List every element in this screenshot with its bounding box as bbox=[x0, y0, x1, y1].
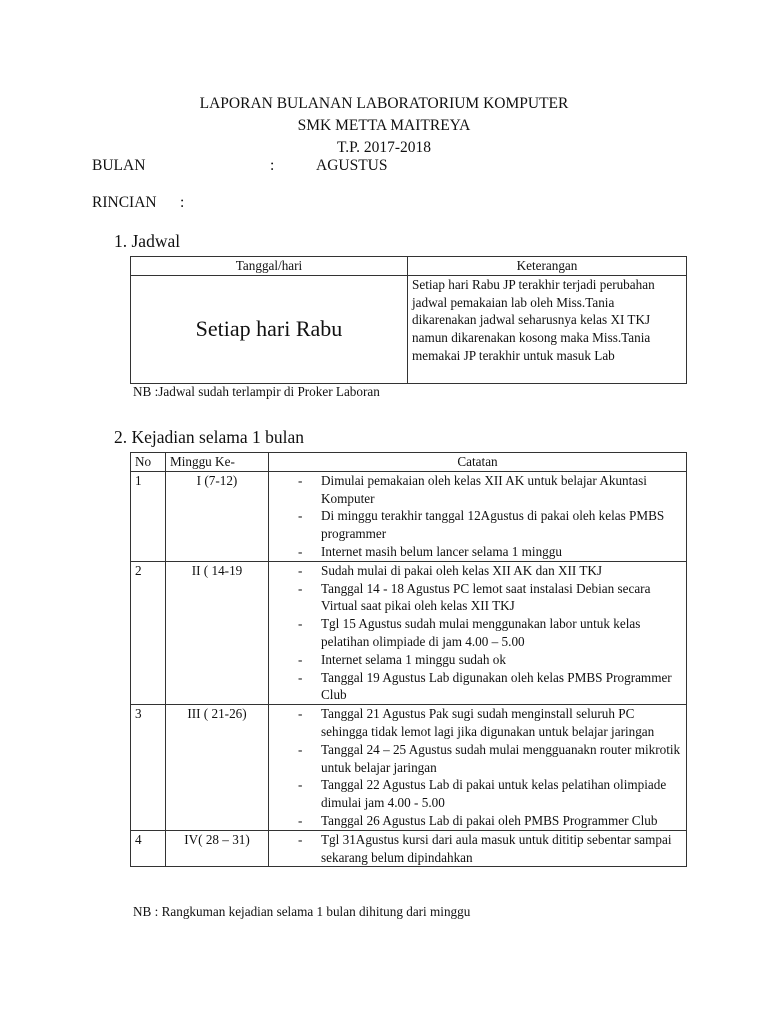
jadwal-header-row bbox=[131, 257, 687, 276]
list-item: - Sudah mulai di pakai oleh kelas XII AK dan XII TKJ bbox=[298, 562, 603, 578]
jadwal-keterangan: Setiap hari Rabu JP terakhir terjadi perubahan jadwal pemakaian lab oleh Miss.Tania dikarenakan jadwal seharusnya kelas XI TKJ namun dikarenakan kosong maka Miss.Tania memakai JP terakhir untuk masuk Lab bbox=[408, 275, 687, 383]
row-minggu: III ( 21-26) bbox=[166, 705, 269, 831]
col-catatan-header: Catatan bbox=[269, 453, 687, 472]
row-minggu: II ( 14-19 bbox=[166, 561, 269, 704]
jadwal-note: NB :Jadwal sudah terlampir di Proker Laboran bbox=[133, 384, 380, 399]
list-item: - Tanggal 26 Agustus Lab di pakai oleh PMBS Programmer Club bbox=[298, 812, 658, 828]
row-notes bbox=[269, 471, 687, 561]
section-kejadian-heading: 2. Kejadian selama 1 bulan bbox=[114, 427, 305, 447]
list-item: - Tanggal 21 Agustus Pak sugi sudah menginstall seluruh PC sehingga tidak lemot lagi jika digunakan untuk belajar jaringan bbox=[298, 706, 655, 739]
col-minggu-header: Minggu Ke- bbox=[166, 453, 269, 472]
row-no: 4 bbox=[131, 830, 166, 867]
list-item: - Tanggal 22 Agustus Lab di pakai untuk kelas pelatihan olimpiade dimulai jam 4.00 - 5.00 bbox=[298, 777, 667, 811]
bulan-value: AGUSTUS bbox=[316, 157, 388, 174]
bulan-label: BULAN bbox=[92, 157, 146, 174]
bulan-colon: : bbox=[270, 157, 275, 174]
row-no: 3 bbox=[131, 705, 166, 831]
table-row bbox=[131, 705, 687, 831]
row-no: 1 bbox=[131, 471, 166, 561]
row-notes bbox=[269, 830, 687, 867]
jadwal-row bbox=[131, 275, 687, 383]
row-notes bbox=[269, 561, 687, 704]
table-row bbox=[131, 471, 687, 561]
jadwal-table bbox=[130, 256, 687, 384]
school-name: SMK METTA MAITREYA bbox=[297, 117, 471, 134]
list-item: - Tanggal 24 – 25 Agustus sudah mulai mengguanakn router mikrotik untuk belajar jaringan bbox=[298, 741, 681, 775]
col-no-header: No bbox=[131, 453, 166, 472]
rincian-label: RINCIAN bbox=[92, 194, 157, 211]
list-item: - Tanggal 19 Agustus Lab digunakan oleh kelas PMBS Programmer Club bbox=[298, 669, 672, 703]
jadwal-day: Setiap hari Rabu bbox=[131, 275, 408, 383]
table-row bbox=[131, 830, 687, 867]
col-tanggal-header: Tanggal/hari bbox=[131, 257, 408, 276]
list-item: - Internet selama 1 minggu sudah ok bbox=[298, 651, 506, 667]
report-title: LAPORAN BULANAN LABORATORIUM KOMPUTER bbox=[199, 95, 569, 112]
kejadian-table bbox=[130, 452, 687, 867]
list-item: - Tanggal 14 - 18 Agustus PC lemot saat instalasi Debian secara Virtual saat pikai oleh kelas XII TKJ bbox=[298, 580, 651, 614]
school-year: T.P. 2017-2018 bbox=[336, 139, 431, 156]
rincian-colon: : bbox=[180, 194, 185, 211]
list-item: - Tgl 31Agustus kursi dari aula masuk untuk dititip sebentar sampai sekarang belum dipindahkan bbox=[298, 831, 672, 865]
section-jadwal-heading: 1. Jadwal bbox=[114, 231, 181, 251]
list-item: - Dimulai pemakaian oleh kelas XII AK untuk belajar Akuntasi Komputer bbox=[298, 472, 647, 506]
kejadian-note: NB : Rangkuman kejadian selama 1 bulan dihitung dari minggu bbox=[133, 904, 471, 919]
kejadian-header-row bbox=[131, 453, 687, 472]
row-notes bbox=[269, 705, 687, 831]
row-no: 2 bbox=[131, 561, 166, 704]
col-keterangan-header: Keterangan bbox=[408, 257, 687, 276]
list-item: - Tgl 15 Agustus sudah mulai menggunakan labor untuk kelas pelatihan olimpiade di jam 4.00 – 5.00 bbox=[298, 616, 641, 649]
row-minggu: I (7-12) bbox=[166, 471, 269, 561]
table-row bbox=[131, 561, 687, 704]
list-item: - Di minggu terakhir tanggal 12Agustus di pakai oleh kelas PMBS programmer bbox=[298, 508, 665, 542]
row-minggu: IV( 28 – 31) bbox=[166, 830, 269, 867]
list-item: - Internet masih belum lancer selama 1 minggu bbox=[298, 543, 562, 559]
